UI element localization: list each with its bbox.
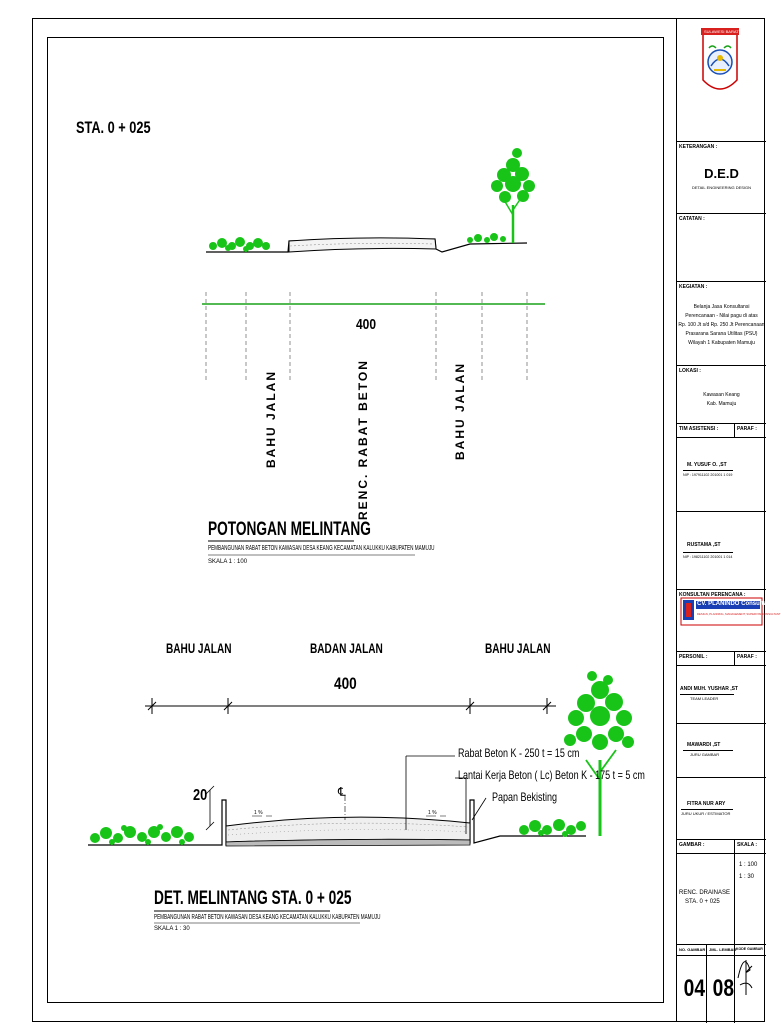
tim-asistensi-header (677, 423, 766, 437)
logo-banner-text: SULAWESI BARAT (704, 29, 739, 34)
no-gambar-label: NO. GAMBAR (679, 947, 706, 952)
section1-label-center: RENC. RABAT BETON (356, 359, 370, 520)
personil-3-role: JURU UKUR / ESTIMATOR (681, 811, 731, 816)
section1-title: POTONGAN MELINTANG (208, 519, 371, 540)
section1-left-bushes (209, 237, 270, 252)
gambar-line: RENC. DRAINASE (679, 890, 731, 896)
konsultan-name: CV. PLANINDO Consultant (697, 601, 773, 607)
konsultan-row (677, 589, 781, 651)
section2-label-left: BAHU JALAN (166, 640, 232, 656)
asisten-1-line (683, 470, 733, 471)
section2-right-bushes (519, 819, 586, 837)
personil-1-role: TEAM LEADER (690, 696, 719, 701)
konsultan-label: KONSULTAN PERENCANA : (679, 592, 746, 598)
section1-right-bushes (467, 233, 506, 243)
section2-dimension-line (145, 698, 556, 714)
section1-subtitle: PEMBANGUNAN RABAT BETON KAWASAN DESA KEANG KECAMATAN KALUKKU KABUPATEN MAMUJU (208, 545, 435, 552)
gambar-row (677, 853, 766, 944)
centerline-symbol: ℄ (338, 785, 346, 799)
section1-label-left: BAHU JALAN (264, 370, 278, 468)
numbering-divider-1 (706, 945, 707, 1023)
ded-title: D.E.D (704, 166, 739, 181)
section1-label-right: BAHU JALAN (453, 362, 467, 460)
section2-title: DET. MELINTANG STA. 0 + 025 (154, 888, 352, 909)
numbering-row (677, 944, 766, 1022)
section2-label-right: BAHU JALAN (485, 640, 551, 656)
asisten-2-row (677, 511, 766, 589)
asisten-2-line (683, 552, 733, 553)
personil-3-row (677, 777, 766, 839)
ded-full: DETAIL ENGINEERING DESIGN (691, 185, 752, 190)
paraf-divider (734, 424, 735, 438)
personil-3-name: FITRA NUR ARY (687, 801, 726, 807)
catatan-label: CATATAN : (679, 216, 705, 222)
skala-value-2: 1 : 30 (739, 874, 755, 880)
kegiatan-line: Belanja Jasa Konsultansi (693, 304, 750, 310)
slope-left-label: 1 % (254, 810, 263, 816)
asisten-1-row (677, 437, 766, 511)
asisten-2-nip: NIP : 198211102 201001 1 014 (683, 555, 733, 559)
gambar-line: STA. 0 + 025 (685, 899, 720, 905)
section1-tree (491, 148, 535, 243)
slope-right-label: 1 % (428, 810, 437, 816)
personil-1-line (680, 694, 734, 695)
section2-left-bushes (90, 824, 194, 845)
section2-height-dimension: 20 (193, 787, 208, 804)
asisten-1-nip: NIP : 197911102 201001 1 019 (683, 473, 733, 477)
kegiatan-label: KEGIATAN : (679, 284, 708, 290)
jml-lembar-label: JML. LEMBAR (709, 947, 737, 952)
paraf2-divider (734, 652, 735, 666)
no-gambar-value: 04 (683, 975, 706, 1002)
lokasi-line: Kawasan Keang (703, 392, 740, 398)
numbering-divider-2 (734, 945, 735, 1023)
personil-2-row (677, 723, 766, 777)
keterangan-label: KETERANGAN : (679, 144, 718, 150)
note-lantai-kerja: Lantai Kerja Beton ( Lc) Beton K - 175 t = 5 cm (458, 768, 645, 782)
kode-gambar-value (745, 991, 753, 997)
skala-label: SKALA : (737, 842, 758, 848)
section2-label-center: BADAN JALAN (310, 640, 383, 656)
section1-scale: SKALA 1 : 100 (208, 559, 248, 565)
lokasi-row (677, 365, 766, 423)
title-block (676, 18, 781, 1022)
personil-2-name: MAWARDI ,ST (687, 742, 721, 748)
personil-1-name: ANDI MUH. YUSHAR ,ST (680, 686, 738, 692)
section1-dimension-label: 400 (356, 316, 377, 333)
skala-value-1: 1 : 100 (739, 862, 758, 868)
kegiatan-line: Prasarana Sarana Utilitas (PSU) (685, 331, 758, 337)
paraf2-label: PARAF : (737, 654, 757, 660)
section2-subtitle: PEMBANGUNAN RABAT BETON KAWASAN DESA KEANG KECAMATAN KALUKKU KABUPATEN MAMUJU (154, 914, 381, 921)
gambar-header (677, 839, 766, 853)
personil-2-line (683, 750, 733, 751)
gambar-divider (734, 854, 735, 945)
skala-divider (734, 840, 735, 854)
kode-gambar-label: KODE GAMBAR (736, 947, 763, 951)
section1-dimension-lines (202, 292, 545, 380)
kegiatan-row (677, 281, 766, 365)
konsultan-tagline: DESIGN, PLANNING, MANAGEMENT, SUPERVISI CONSULTANT (697, 612, 781, 616)
paraf-label: PARAF : (737, 426, 757, 432)
lokasi-line: Kab. Mamuju (706, 401, 737, 407)
personil-header (677, 651, 766, 665)
note-rabat-beton: Rabat Beton K - 250 t = 15 cm (458, 746, 580, 760)
kegiatan-line: Perencanaan - Nilai pagu di atas (685, 313, 758, 319)
catatan-row (677, 213, 766, 281)
personil-1-row (677, 665, 766, 723)
kegiatan-line: Rp. 100 Jt s/d Rp. 250 Jt Perencanaan (678, 322, 765, 328)
jml-lembar-value: 08 (712, 975, 735, 1002)
note-papan-bekisting: Papan Bekisting (492, 790, 558, 804)
numbering-header-line (677, 955, 766, 956)
personil-3-line (681, 809, 733, 810)
tim-asistensi-label: TIM ASISTENSI : (679, 426, 719, 432)
gambar-label: GAMBAR : (679, 842, 705, 848)
asisten-2-name: RUSTAMA ,ST (687, 542, 721, 548)
keterangan-row (677, 141, 766, 213)
section2-scale: SKALA 1 : 30 (154, 926, 190, 932)
lokasi-label: LOKASI : (679, 368, 701, 374)
personil-label: PERSONIL : (679, 654, 708, 660)
kegiatan-line: Wilayah 1 Kabupaten Mamuju (688, 340, 755, 346)
sta-title: STA. 0 + 025 (76, 118, 151, 137)
personil-2-role: JURU GAMBAR (690, 752, 720, 757)
section2-dimension-label: 400 (334, 674, 357, 693)
asisten-1-name: M. YUSUF O. ,ST (687, 462, 727, 468)
